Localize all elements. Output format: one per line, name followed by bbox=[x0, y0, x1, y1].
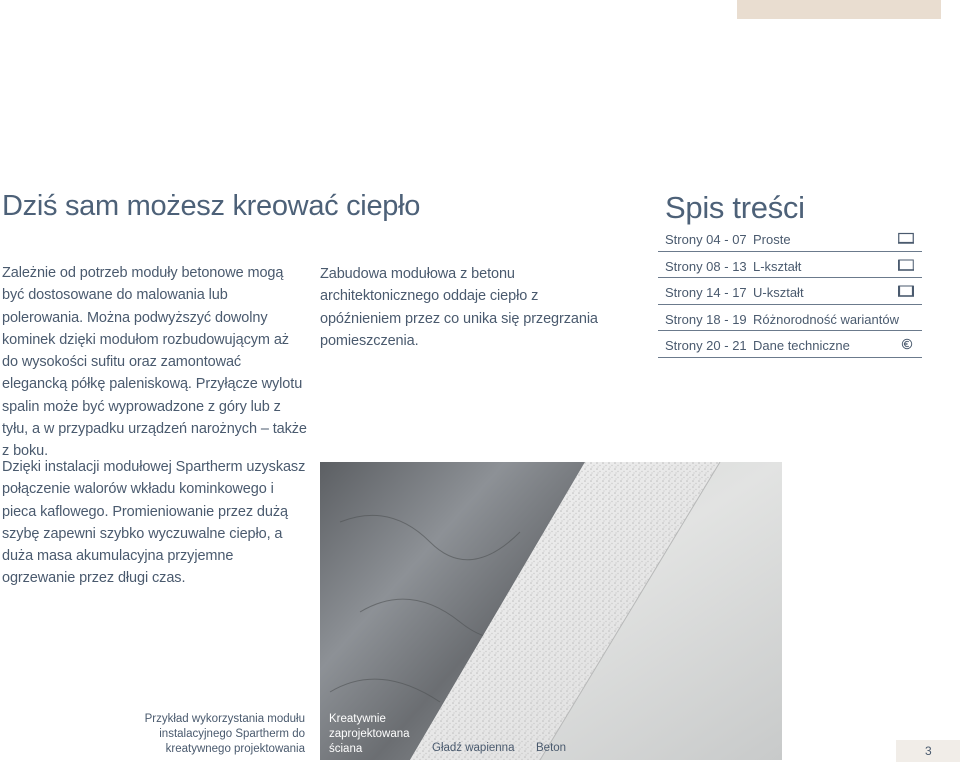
toc-label: Różnorodność wariantów bbox=[753, 311, 899, 327]
euro-icon bbox=[900, 337, 914, 351]
spartherm-paragraph: Dzięki instalacji modułowej Spartherm uzyskasz połączenie walorów wkładu kominkowego i pieca kaflowego. Promieniowanie przez dużą szybę zapewni szybko wyczuwalne ciepło, a duża masa akumulacyjna przyjemne ogrzewanie przez długi czas. bbox=[2, 459, 306, 587]
example-caption: Przykład wykorzystania modułu instalacyjnego Spartherm do kreatywnego projektowania bbox=[144, 713, 305, 755]
toc-pages: Strony 04 - 07 bbox=[665, 232, 747, 247]
toc-item-l-shape[interactable] bbox=[658, 252, 922, 279]
lime-plaster-caption: Gładź wapienna bbox=[432, 742, 515, 754]
page-title: Dziś sam możesz kreować ciepło bbox=[2, 190, 421, 222]
top-accent-tab bbox=[737, 0, 941, 19]
concrete-caption: Beton bbox=[536, 742, 567, 754]
toc-label: L-kształt bbox=[753, 258, 802, 274]
toc-item-u-shape[interactable] bbox=[658, 278, 922, 305]
toc-pages: Strony 18 - 19 bbox=[665, 311, 747, 327]
l-shape-icon bbox=[898, 259, 914, 271]
toc-item-technical-data[interactable] bbox=[658, 331, 922, 358]
toc-label: Proste bbox=[753, 232, 791, 247]
concrete-paragraph: Zabudowa modułowa z betonu architektonicznego oddaje ciepło z opóźnieniem przez co unika się przegrzania pomieszczenia. bbox=[320, 266, 598, 349]
toc-label: Dane techniczne bbox=[753, 338, 850, 353]
straight-fireplace-icon bbox=[898, 232, 914, 244]
table-of-contents bbox=[658, 225, 922, 358]
toc-pages: Strony 08 - 13 bbox=[665, 258, 747, 274]
toc-pages: Strony 20 - 21 bbox=[665, 338, 747, 353]
toc-title: Spis treści bbox=[665, 190, 805, 225]
toc-pages: Strony 14 - 17 bbox=[665, 285, 747, 300]
intro-paragraph: Zależnie od potrzeb moduły betonowe mogą być dostosowane do malowania lub polerowania. Można podwyższyć dowolny kominek dzięki modułom rozbudowującym aż do wysokości sufitu oraz zamontować elegancką półkę paleniskową. Przyłącze wylotu spalin może być wyprowadzone z góry lub z tyłu, a w przypadku urządzeń narożnych – także z boku. bbox=[2, 265, 307, 460]
toc-label: U-kształt bbox=[753, 285, 804, 300]
page-number: 3 bbox=[925, 744, 932, 758]
toc-item-variants[interactable] bbox=[658, 305, 922, 332]
u-shape-icon bbox=[898, 285, 914, 297]
toc-item-straight[interactable] bbox=[658, 225, 922, 252]
creative-wall-caption: Kreatywnie zaprojektowana ściana bbox=[329, 713, 410, 755]
